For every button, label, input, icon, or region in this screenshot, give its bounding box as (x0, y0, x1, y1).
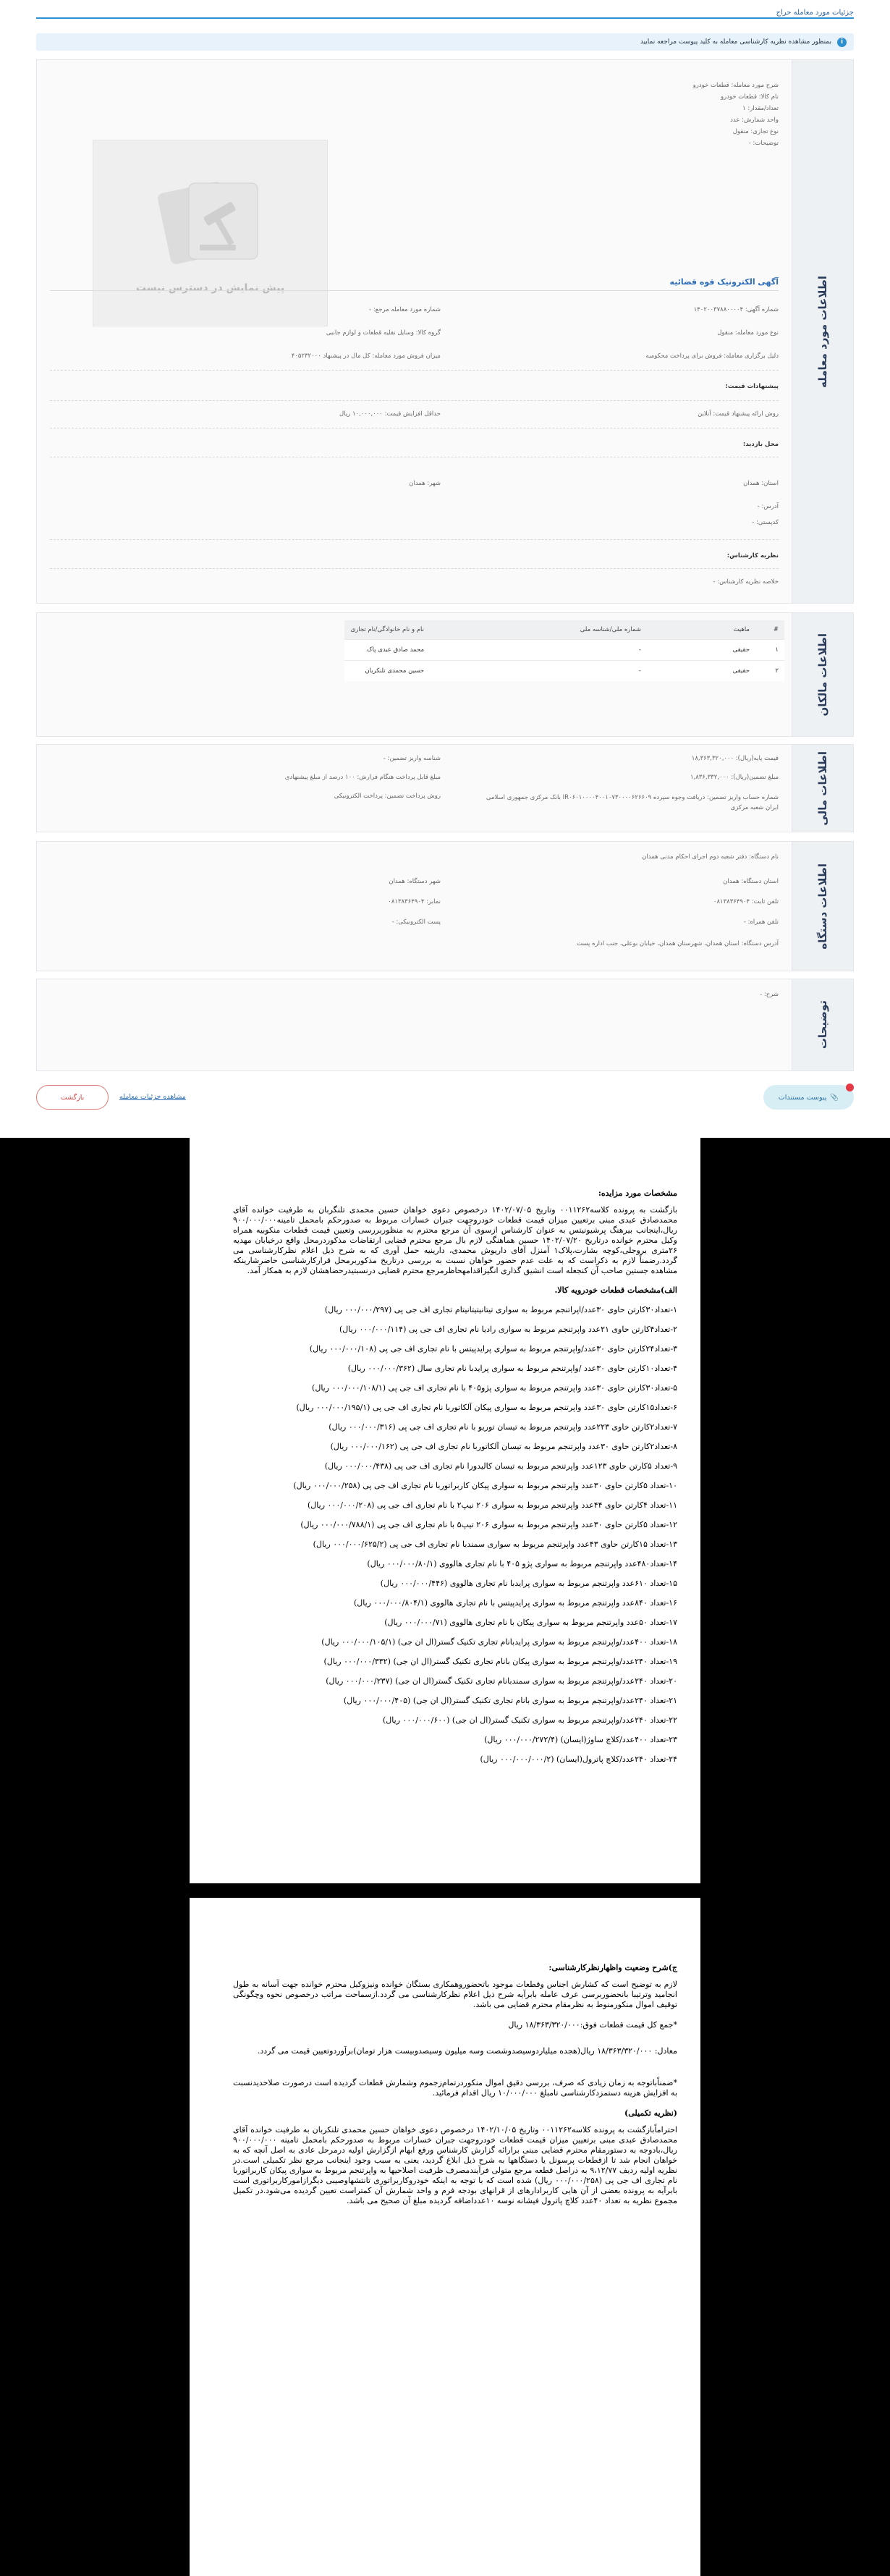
org-email: پست الکترونیکی: - (391, 919, 441, 926)
expert-label: نظریه کارشناس: (726, 552, 779, 559)
doc-item-line: ۱۱-تعداد ۴کارتن حاوی ۴۴عدد واپرتنجم مربوط به سواری ۲۰۶ نیپ۲ با نام تجاری اف جی پی (۰۰۰/۰۰۰/۲۰۸ ریال) (308, 1500, 677, 1510)
item-section-header (792, 60, 853, 603)
org-name: نام دستگاه: دفتر شعبه دوم اجرای احکام مدنی همدان (642, 853, 779, 861)
org-province: استان دستگاه: همدان (723, 878, 779, 885)
top-area (0, 0, 890, 1136)
item-qty: تعداد/مقدار: ۱ (742, 105, 779, 112)
doc-item-line: ۲-تعداد۴کارتن حاوی ۲۱عدد واپرتنجم مربوط به سواری رادیا نام تجاری اف جی پی (۰۰۰/۰۰۰/۱۱۴ ریال) (339, 1325, 677, 1334)
doc2-note: *ضمناًباتوجه به زمان زیادی که صرف، بررسی دقیق اموال منکوردرتمام‌زجموم وشمارش قطعات گردیده است درصورت صلاحدیدنسبت به افزایش هزینه دستمزدکارشناسی تامبلغ ۱۰/۰۰۰/۰۰۰ ریال اقدام فرمائید. (233, 2078, 677, 2098)
item-section-title: اطلاعات مورد معامله (816, 275, 829, 388)
doc-item-line: ۱۶-تعداد ۸۴۰عدد واپرتنجم مربوط به سواری پرایدپیتس با نام تجاری هالووی (۰۰۰/۰۰۰/۸۰۴/۱ ریال) (353, 1598, 677, 1608)
doc1-heading: مشخصات مورد مزایده: (598, 1188, 677, 1198)
base-price: قیمت پایه(ریال): ۱۸,۳۶۳,۳۲۰,۰۰۰ (691, 755, 779, 762)
col-national-id: شماره ملی/شناسه ملی (430, 620, 647, 639)
doc-item-line: ۱۲-تعداد ۵کارتن حاوی ۳۰عدد واپرتنجم مربوط به سواری ۲۰۶ تیپ۵ با نام تجاری اف جی پی (۰۰۰/۰۰۰/۷۸۸/۱ ریال) (300, 1520, 677, 1529)
doc-item-line: ۳-تعداد۲۴کارتن حاوی ۳۰عدد/واپرتنجم مربوط به سواری پرایدپیتس با نام تجاری اف جی پی (۰۰۰/۰۰۰/۱۰۸ ریال) (309, 1344, 677, 1354)
owners-table (344, 620, 784, 681)
owners-section-title: اطلاعات مالکان (816, 633, 829, 717)
doc-item-line: ۲۳-تعداد ۴۰۰عدد/کلاچ ساوژ(ایسان) (۰۰۰/۰۰۰/۲۷۲/۴ ریال) (484, 1735, 677, 1744)
attachments-label: پیوست مستندات (778, 1093, 827, 1102)
document-viewer (0, 1138, 890, 2576)
ad-link[interactable]: آگهی الکترونیک قوه قضائیه (669, 277, 779, 287)
deposit-account: شماره حساب واریز تضمین: دریافت وجوه سپرده IR۰۶۰۱۰۰۰۰۴۰۰۱۰۷۳۰۰۰۰۶۲۶۶۰۹ بانک مرکزی جمهوری اسلامی ایران شعبه مرکزی (486, 794, 779, 811)
item-name: نام کالا: قطعات خودرو (720, 93, 779, 101)
address: آدرس: - (757, 503, 779, 510)
doc2-heading2: (نظریه تکمیلی) (624, 2108, 677, 2118)
table-row (344, 639, 784, 660)
divider-6 (50, 568, 779, 569)
row-owner-name: محمد صادق عبدی پاک (344, 639, 430, 660)
doc-item-line: ۹-تعداد ۵کارتن حاوی ۱۲۳عدد واپرتنجم مربوط به تیسان کالیدورا نام تجاری اف جی پی (۰۰۰/۰۰۰/۴۳۸ ریال) (324, 1461, 677, 1471)
attachment-icon: 📎 (830, 1093, 839, 1102)
row-national-id: - (430, 639, 647, 660)
row-index: ۲ (755, 660, 784, 681)
action-bar (36, 1082, 854, 1114)
doc1-items-list (233, 1304, 677, 1765)
owners-section-body (37, 613, 792, 736)
owners-table-header (344, 620, 784, 639)
col-owner-name: نام و نام خانوادگی/نام تجاری (344, 620, 430, 639)
province: استان: همدان (743, 480, 779, 487)
ad-divider (50, 290, 779, 291)
doc-item-line: ۱۴-تعداد۴۸۰عدد واپرتنجم مربوط به سواری پژو ۴۰۵ با نام تجاری هالووی (۰۰۰/۰۰۰/۸۰/۱ ریال) (367, 1559, 677, 1568)
divider-5 (50, 539, 779, 540)
table-row (344, 660, 784, 681)
page-title (776, 9, 855, 17)
notice-banner (36, 33, 854, 51)
doc2-heading: ج)شرح وضعیت واظهارنظرکارشناسی: (548, 1963, 677, 1972)
doc-item-line: ۱۰-تعداد ۵کارتن حاوی ۳۰عدد واپرتنجم مربوط به سواری پیکان کاربراتوربا نام تجاری اف جی پی (۰۰۰/۰۰۰/۲۵۸ ریال) (293, 1481, 677, 1490)
item-section (36, 59, 854, 604)
attachments-button[interactable] (763, 1085, 854, 1110)
image-unavailable-icon (156, 172, 265, 274)
doc-item-line: ۷-تعداد۲کارتن حاوی ۲۲۳عدد واپرتنجم مربوط به تیسان توریو با نام تجاری اف جی پی (۰۰۰/۰۰۰/۳۱۶ ریال) (329, 1422, 677, 1432)
divider-2 (50, 400, 779, 401)
org-address: آدرس دستگاه: استان همدان، شهرستان همدان، خیابان بوعلی، جنب اداره پست (577, 940, 779, 947)
document-page-2 (190, 1898, 700, 2576)
owners-section-header (792, 613, 853, 736)
doc-item-line: ۱-تعداد۳۰کارتن حاوی ۳۰عدد/اپراتنجم مربوط به سواری تیتانیتیتانیتام تجاری اف جی پی (۰۰۰/۰۰۰/۲۹۷ ریال) (324, 1305, 677, 1314)
desc-section-body (37, 979, 792, 1070)
doc-item-line: ۲۱-تعداد ۲۴۰عدد/واپرتنجم مربوط به سواری بانام تجاری تکنیک گستر(ال ان جی) (۰۰۰/۰۰۰/۴۰۵ ریال) (343, 1696, 677, 1705)
attachment-badge (846, 1084, 854, 1091)
image-caption: پیش نمایش در دسترس نیست (135, 282, 285, 294)
doc-item-line: ۱۳-تعداد ۱۵کارتن حاوی ۴۳عدد واپرتنجم مربوط به سواری سمندبا نام تجاری اف جی پی (۰۰۰/۰۰۰/۶۲۵/۲ ریال) (313, 1540, 677, 1549)
row-nature: حقیقی (647, 639, 755, 660)
doc-item-line: ۲۴-تعداد ۲۴۰عدد/کلاچ پاترول(ایسان) (۰۰۰/۰۰۰/۰۰۰/۲ ریال) (480, 1754, 677, 1764)
owners-section (36, 612, 854, 737)
goods-group: گروه کالا: وسایل نقلیه قطعات و لوازم جانبی (326, 329, 441, 337)
info-icon: i (837, 38, 847, 47)
org-section (36, 841, 854, 971)
finance-section-body (37, 745, 792, 832)
sale-amount: میزان فروش مورد معامله: کل مال در پیشنهاد ۴۰۵۲۳۲۰۰۰ (291, 352, 441, 360)
item-section-body (37, 60, 792, 603)
doc2-equal: معادل: ۱۸/۳۶۳/۳۲۰/۰۰۰ ریال(هجده میلیاردوسیصدوشصت وسه میلیون وسیصدوبیست هزار تومان)برآوردوتعیین قیمت می گردد. (257, 2046, 677, 2056)
offer-method: روش ارائه پیشنهاد قیمت: آنلاین (698, 410, 779, 418)
ref-number: شماره مورد معامله مرجع: - (369, 306, 441, 313)
sale-reason: دلیل برگزاری معامله: فروش برای پرداخت محکومبه (645, 352, 779, 360)
min-increase: حداقل افزایش قیمت: ۱۰,۰۰۰,۰۰۰ ریال (339, 410, 441, 418)
page-title-text: جزئیات مورد معامله حراج (776, 9, 854, 17)
doc-item-line: ۲۰-تعداد ۲۴۰عدد/واپرتنجم مربوط به سواری سمندبانام تجاری تکنیک گستر(ال ان جی) (۰۰۰/۰۰۰/۲۳۷ ریال) (326, 1676, 677, 1686)
doc-item-line: ۱۸-تعداد ۴۰۰عدد/واپرتنجم مربوط به سواری پرایدبانام تجاری تکنیک گستر(ال ان جی) (۰۰۰/۰۰۰/۱۰۵/۱ ریال) (321, 1637, 677, 1647)
org-section-header (792, 842, 853, 971)
guarantee-pay-method: روش پرداخت تضمین: پرداخت الکترونیکی (334, 793, 441, 800)
doc-item-line: ۴-تعداد۱۰کارتن حاوی ۳۰عدد /واپرتنجم مربوط به سواری پرایدبا نام تجاری سال (۰۰۰/۰۰۰/۳۶۲ ریال) (347, 1364, 677, 1373)
desc-section-title: توضیحات (816, 1000, 829, 1050)
row-index: ۱ (755, 639, 784, 660)
org-phone: تلفن ثابت: ۰۸۱۳۸۳۶۴۹۰۴ (713, 898, 779, 905)
doc-item-line: ۱۹-تعداد ۲۴۰عدد/واپرتنجم مربوط به سواری پیکان بانام تجاری تکنیک گستر(ال ان جی) (۰۰۰/۰۰۰/۳۳۲ ریال) (323, 1657, 677, 1666)
item-image-placeholder (93, 140, 328, 326)
item-desc: شرح مورد معامله: قطعات خودرو (692, 82, 779, 89)
desc-section-header (792, 979, 853, 1070)
doc-item-line: ۸-تعداد۲کارتن حاوی ۳۰عدد واپرتنجم مربوط به تیسان آلکاتوربا نام تجاری اف جی پی (۰۰۰/۰۰۰/۱۶۲ ریال) (330, 1442, 677, 1451)
expert-summary: خلاصه نظریه کارشناس: - (713, 578, 779, 586)
guarantee-amount: مبلغ تضمین(ریال): ۱,۸۳۶,۳۳۲,۰۰۰ (690, 774, 779, 781)
finance-section-title: اطلاعات مالی (816, 751, 829, 826)
org-city: شهر دستگاه: همدان (389, 878, 441, 885)
item-type: نوع مورد معامله: منقول (717, 329, 779, 337)
finance-section (36, 744, 854, 832)
doc2-paragraph1: لازم به توضیح است که کشارش اجناس وقطعات موجود باتحضوروهمکاری بستگان خوانده ونیزوکیل محترم خوانده جهت آسانه به طول انجامید وترتیبا بانحضوربرسی عرف عامله بابرآیه شرح ذیل اعلام نظرکارشناسی می گردد.ازسماحت مراتب درخصوص نحوه وچگونگی توقیف اموال منکورمنوط به نظرمقام محترم قضایی می باشد. (233, 1980, 677, 2009)
org-fax: نمابر: ۰۸۱۳۸۳۶۴۹۰۴ (388, 898, 441, 905)
org-section-title: اطلاعات دستگاه (816, 863, 829, 950)
payment-time: مبلغ قابل پرداخت هنگام فرارش: ۱۰۰ درصد از مبلغ پیشنهادی (284, 774, 441, 781)
notice-text: بمنظور مشاهده نظریه کارشناسی معامله به کلید پیوست مراجعه نمایید (640, 38, 831, 46)
doc1-subheading: الف)مشخصات قطعات خودرویه کالا. (554, 1285, 677, 1295)
back-button[interactable] (36, 1085, 109, 1110)
document-page-1 (190, 1138, 700, 1883)
row-owner-name: حسین محمدی تلنکربان (344, 660, 430, 681)
title-underline (36, 17, 854, 19)
back-label: بازگشت (60, 1093, 85, 1102)
place-label: محل بازدید: (742, 441, 779, 448)
desc-text: شرح: - (760, 991, 779, 998)
item-notes: توضیحات: - (748, 140, 779, 147)
org-mobile: تلفن همراه: - (743, 919, 779, 926)
postal-code: کدپستی: - (752, 519, 779, 526)
view-details-link[interactable]: مشاهده جزئیات معامله (119, 1093, 186, 1101)
doc2-paragraph2: احتراماًبازگشت به پرونده کلاسه۰۰۱۱۲۶۲ وتاریخ ۱۴۰۲/۱۰/۰۵ درخصوص دعوی خواهان حسین محمدی تلنکربان به طرفیت خوانده آقای محمدصادق عبدی مبنی برتعیین میزان قیمت قطعات خودروجهت جبران خسارات مربوط به صدورحکم بامحمل تامینه ۹۰۰/۰۰۰/۰۰۰ ریال،بادوجه به دستورمقام محترم قضایی مبنی برارائه گزارش کارشناس ورفع ابهام ازگزارش اولیه درمرحل عادی به اصل آنچه که به خواهان انجام شد تا ازقطعات پرسونل یا دستگاهها به شرح ذیل ابلاغ گردید، یعنی به سبب وجود اینجانب مرجع نظر تکمیلی است.در نظریه اولیه ردیف ۹،۱۲/۷۷ به دراصل قطعه مرجع متولی فرآیندمصرف ظرفیت اصلاحیها به واپرتنجم مربوط به سواری پیکان کاربراتوربا نام تجاری اف جی پی (۰۰۰/۰۰۰/۲۵۸ ریال) شده است که با توجه به اینکه خودروکاربراتوری تانتشهاوصیبی دیگرازامورکاربراتوری است بابرآیه به پرونده بعضی از آن هایی کاربرادارهای از قرانهای بودجه فرم و واحد شمارش آن کمتراست تعیین گردیده می‌شود.در تکمیل مجموع نظریه به تعداد ۴۰عدد کلاچ پاترول فیشانه نوسه ۱۰عدداضافه گردیده مبلغ آن صحیح می باشد. (233, 2125, 677, 2205)
col-index: # (755, 620, 784, 639)
row-national-id: - (430, 660, 647, 681)
col-nature: ماهیت (647, 620, 755, 639)
desc-section (36, 979, 854, 1071)
item-unit: واحد شمارش: عدد (730, 117, 779, 124)
ad-number: شماره آگهی: ۱۴۰۲۰۰۳۷۸۸۰۰۰۰۴ (693, 306, 779, 313)
doc-item-line: ۱۷-تعداد ۵۰عدد واپرتنجم مربوط به سواری پیکان با نام تجاری هالووی (۰۰۰/۰۰۰/۷۱ ریال) (384, 1618, 677, 1627)
offers-label: پیشنهادات قیمت: (725, 383, 779, 390)
doc-item-line: ۱۵-تعداد ۶۱۰عدد واپرتنجم مربوط به سواری پرایدبا نام تجاری هالووی (۰۰۰/۰۰۰/۴۴۶ ریال) (380, 1579, 677, 1588)
finance-section-header (792, 745, 853, 832)
doc-item-line: ۵-تعداد۳۰کارتن حاوی ۳۰عدد واپرتنجم مربوط به سواری پژو۴۰۵ با نام تجاری اف جی پی (۰۰۰/۰۰۰/۱۰۸/۱ ریال) (312, 1383, 677, 1393)
org-section-body (37, 842, 792, 971)
divider-1 (50, 370, 779, 371)
deposit-id: شناسه واریز تضمین: - (383, 755, 441, 762)
doc1-paragraph: بازگشت به پرونده کلاسه۰۰۱۱۲۶۲ وتاریخ ۱۴۰۲/۰۷/۰۵ درخصوص دعوی خواهان حسین محمدی تلنگربان به طرفیت خوانده آقای محمدصادق عبدی مبنی برتعیین میزان قیمت قطعات خودروجهت جبران خسارات مربوط به صدورحکم بامحمل تامینه۹۰۰/۰۰۰/۰۰۰ ریال،اینجانب بیرهنگ پرشیونیتس به عنوان کارشناس ازسوی آن مرجع محترم به منظوربررسی وتعیین قیمت قطعات منکوبیه همراه وکیل محترم خوانده درتاریخ ۱۴۰۲/۰۷/۲۰ حسین هماهنگی لازم بال مرجع محترم قضایی ارتقاضات مذکوردرمحل واقع درخیابان مهدیه ۲۶متری بروجلی،کوچه بشارت،پلاک۱ آمنزل آقای داریوش محمدی، دارینیه حمل آوری که به شرح ذیل اعلام نظرکارشناسی می گردد.رضمناً لازم به ذکراست که به علت عدم حضور خواهان نسبت به بررسی درتاریخ مذکوربرمحل قرارکارشناسی حاضرشارینکه مشاهده جستین صاحب آن کنجعله است انشیق گذاری انگیزاقدامهحاظرمرجع محترم قضایی درنسبتیدرحضاهشان لازم به همکار آمد. (233, 1205, 677, 1275)
doc-item-line: ۲۲-تعداد ۲۴۰عدد/واپرتنجم مربوط به سواری تکنیک گستر(ال ان جی) (۰۰۰/۰۰۰/۶۰۰ ریال) (383, 1715, 677, 1725)
city: شهر: همدان (409, 480, 441, 487)
doc-item-line: ۶-تعداد۱۵کارتن حاوی ۳۰عدد واپرتنجم مربوط به سواری پیکان آلکاتوربا نام تجاری اف جی پی (۰۰۰/۰۰۰/۱۹۵/۱ ریال) (296, 1403, 677, 1412)
doc2-total: *جمع کل قیمت قطعات فوق:۱۸/۳۶۳/۳۲۰/۰۰۰ ریال (508, 2020, 677, 2030)
row-nature: حقیقی (647, 660, 755, 681)
item-type-line: نوع تجاری: منقول (732, 128, 779, 135)
